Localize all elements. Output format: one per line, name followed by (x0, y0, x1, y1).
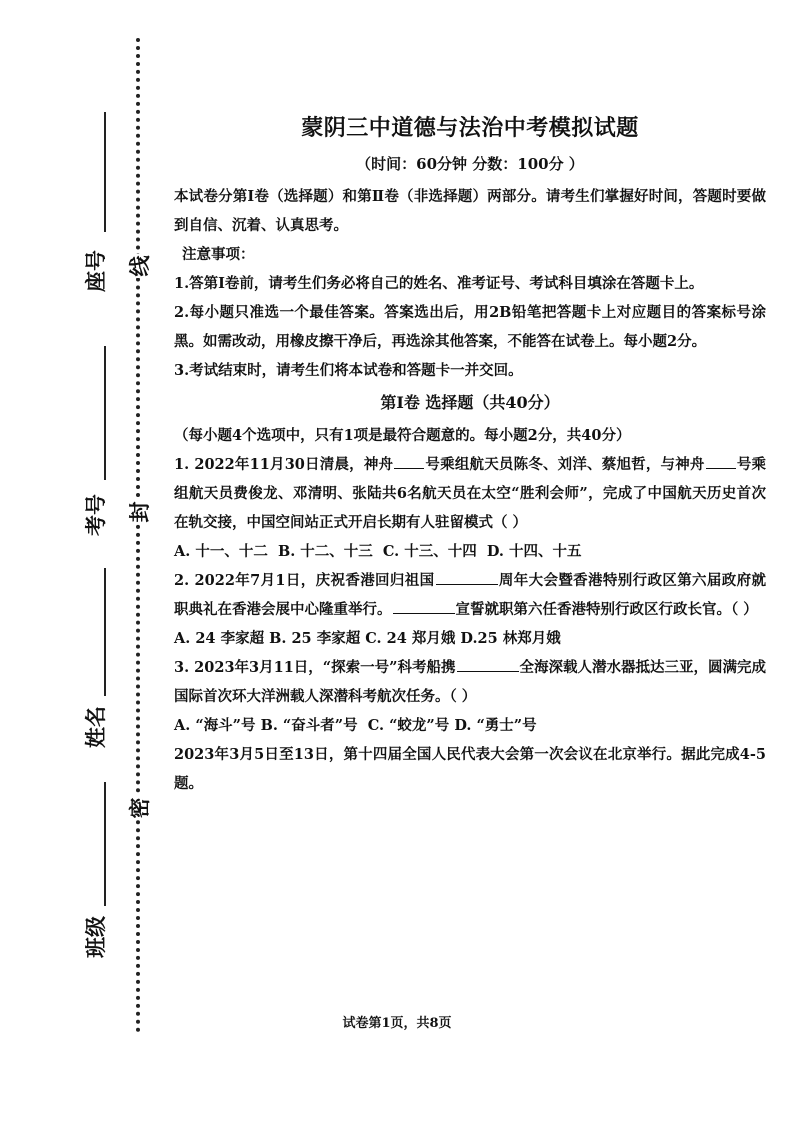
section-note: （每小题4个选项中，只有1项是最符合题意的。每小题2分，共40分） (174, 427, 631, 444)
q2-blank-1 (436, 566, 498, 585)
question-2-options: A. 24 李家超 B. 25 李家超 C. 24 郑月娥 D.25 林郑月娥 (174, 630, 561, 647)
exam-subtitle: （时间：60分钟 分数：100分 ） (356, 155, 584, 173)
class-label: 班级 (83, 916, 108, 958)
q3-blank-1 (457, 653, 519, 672)
notice-item: 3.考试结束时，请考生们将本试卷和答题卡一并交回。 (174, 362, 523, 379)
questions-4-5-intro: 2023年3月5日至13日，第十四届全国人民代表大会第一次会议在北京举行。据此完成4-5题。 (174, 746, 766, 792)
binding-word-mi: 密 (127, 797, 152, 819)
q3-text-2: 全海深载人潜水器抵达三亚，圆满完成国际首次环大洋洲载人深潜科考航次任务。（ ） (174, 659, 766, 705)
q1-text-1: 1. 2022年11月30日清晨，神舟 (174, 456, 394, 473)
q2-blank-2 (393, 595, 455, 614)
binding-word-xian: 线 (127, 255, 152, 277)
intro-paragraph: 本试卷分第Ⅰ卷（选择题）和第Ⅱ卷（非选择题）两部分。请考生们掌握好时间，答题时要做到自信、沉着、认真思考。 (174, 188, 766, 234)
q2-text-3: 宣誓就职第六任香港特别行政区行政长官。（ ） (455, 601, 758, 618)
name-label: 姓名 (83, 706, 108, 748)
notice-heading: 注意事项： (182, 246, 255, 263)
question-1 (174, 450, 766, 537)
q1-text-3: 号乘组航天员费俊龙、邓清明、张陆共6名航天员在太空“胜利会师”，完成了中国航天历史首次在轨交接，中国空间站正式开启长期有人驻留模式（ ） (174, 456, 767, 531)
seat-number-blank[interactable] (104, 112, 106, 232)
seat-number-label: 座号 (83, 250, 108, 292)
exam-title: 蒙阴三中道德与法治中考模拟试题 (301, 115, 639, 141)
name-blank[interactable] (104, 568, 106, 696)
q1-text-2: 号乘组航天员陈冬、刘洋、蔡旭哲，与神舟 (425, 456, 705, 473)
question-3-options: A. “海斗”号 B. “奋斗者”号 C. “蛟龙”号 D. “勇士”号 (174, 717, 537, 734)
q1-blank-1 (394, 450, 424, 469)
class-blank[interactable] (104, 782, 106, 906)
question-3 (174, 653, 766, 711)
notice-item: 1.答第Ⅰ卷前，请考生们务必将自己的姓名、准考证号、考试科目填涂在答题卡上。 (174, 275, 704, 292)
q2-text-2: 周年大会暨香港特别行政区第六届政府就职典礼在香港会展中心隆重举行。 (174, 572, 766, 618)
page-footer: 试卷第1页，共8页 (342, 1016, 452, 1031)
question-2 (174, 566, 766, 624)
question-1-options: A. 十一、十二 B. 十二、十三 C. 十三、十四 D. 十四、十五 (174, 543, 582, 560)
binding-dotted-line (136, 38, 140, 1033)
q3-text-1: 3. 2023年3月11日，“探索一号”科考船携 (174, 659, 456, 676)
section-title: 第Ⅰ卷 选择题（共40分） (380, 393, 560, 412)
exam-content (174, 110, 766, 798)
notice-item: 2.每小题只准选一个最佳答案。答案选出后，用2B铅笔把答题卡上对应题目的答案标号涂黑。如需改动，用橡皮擦干净后，再选涂其他答案，不能答在试卷上。每小题2分。 (174, 304, 766, 350)
q1-blank-2 (706, 450, 736, 469)
binding-word-feng: 封 (127, 501, 152, 523)
q2-text-1: 2. 2022年7月1日，庆祝香港回归祖国 (174, 572, 435, 589)
exam-number-blank[interactable] (104, 346, 106, 480)
exam-number-label: 考号 (83, 494, 108, 536)
